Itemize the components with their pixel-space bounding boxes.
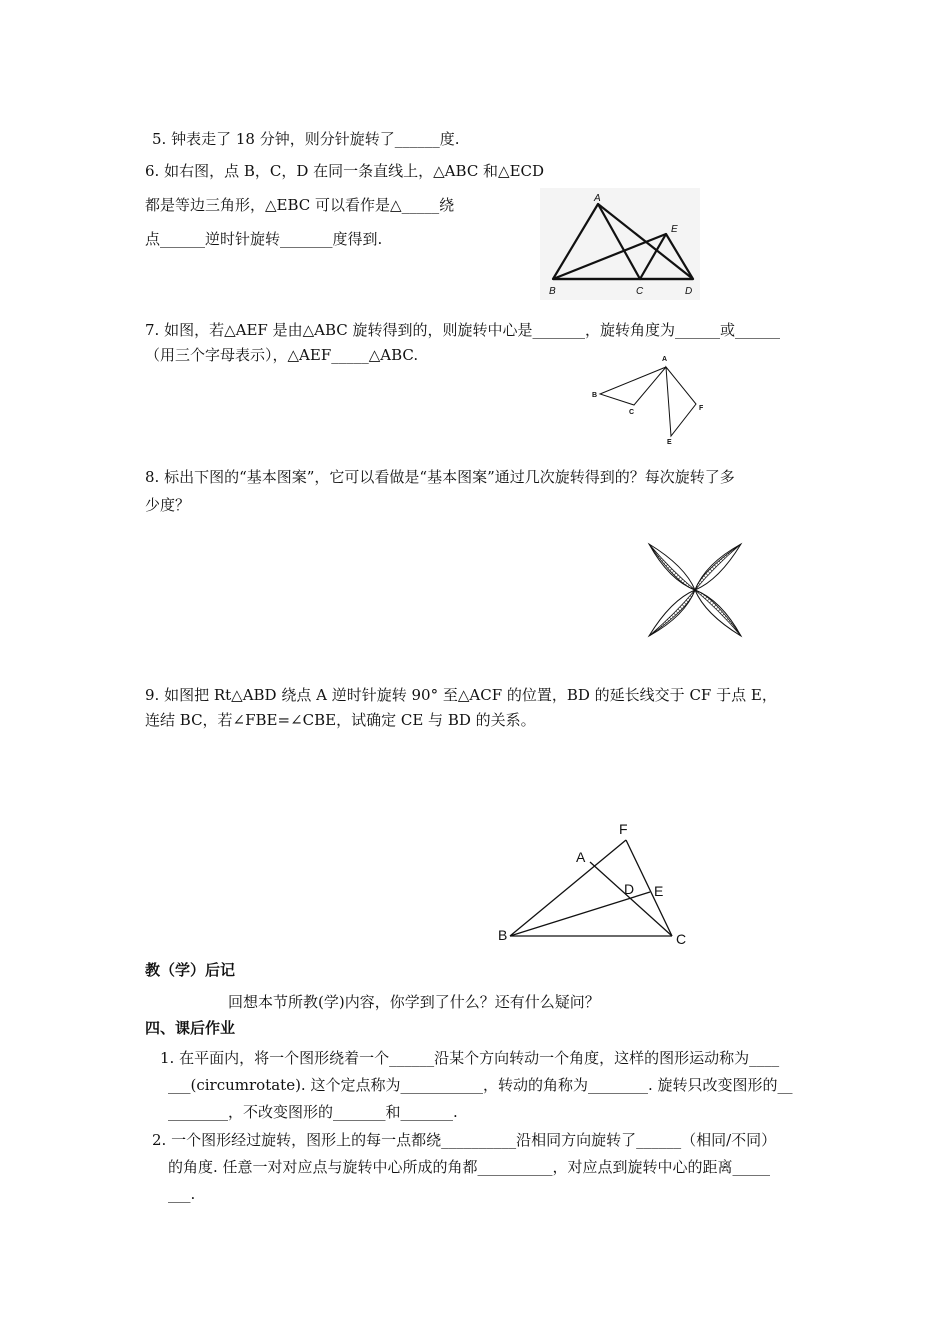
q6-line2: 都是等边三角形，△EBC 可以看作是△_____绕 [145, 196, 455, 214]
q8-figure [645, 540, 745, 640]
q7-figure [588, 352, 708, 447]
q8-line2: 少度？ [145, 496, 191, 514]
q6-line1: 6. 如右图，点 B，C，D 在同一条直线上，△ABC 和△ECD [145, 162, 545, 180]
q7-label-c: C [629, 409, 635, 416]
homework-q1-line1: 1. 在平面内，将一个图形绕着一个______沿某个方向转动一个角度，这样的图形运动称为____ [160, 1049, 780, 1067]
q6-label-d: D [685, 286, 693, 297]
q9-label-b: B [498, 927, 508, 943]
q7-label-b: B [592, 392, 598, 399]
q9-label-f: F [619, 821, 628, 837]
q6-figure [540, 188, 700, 300]
postscript-heading: 教（学）后记 [145, 961, 236, 979]
homework-q2-line2: 的角度. 任意一对对应点与旋转中心所成的角都__________，对应点到旋转中心的距离_____ [168, 1158, 771, 1176]
q8-line1: 8. 标出下图的“基本图案”，它可以看做是“基本图案”通过几次旋转得到的？每次旋转了多 [145, 468, 735, 486]
q9-label-a: A [576, 849, 586, 865]
q7-line1: 7. 如图，若△AEF 是由△ABC 旋转得到的，则旋转中心是_______，旋转角度为______或______ [145, 321, 780, 339]
homework-q1-line3: ________，不改变图形的_______和_______. [168, 1103, 458, 1121]
q7-line2: （用三个字母表示），△AEF_____△ABC. [145, 346, 419, 364]
homework-q2-line1: 2. 一个图形经过旋转，图形上的每一点都绕__________沿相同方向旋转了______（相同/不同） [152, 1131, 777, 1149]
homework-heading: 四、课后作业 [145, 1019, 236, 1037]
q9-line1: 9. 如图把 Rt△ABD 绕点 A 逆时针旋转 90° 至△ACF 的位置，BD 的延长线交于 CF 于点 E， [145, 686, 777, 704]
q7-label-a: A [662, 356, 668, 363]
homework-q1-line2: ___(circumrotate). 这个定点称为___________，转动的角称为________. 旋转只改变图形的__ [168, 1076, 793, 1094]
q6-label-b: B [549, 286, 556, 297]
pinwheel-pattern [649, 544, 741, 636]
q9-figure [490, 818, 700, 953]
q6-label-a: A [594, 193, 601, 204]
q9-line2: 连结 BC，若∠FBE=∠CBE，试确定 CE 与 BD 的关系。 [145, 711, 536, 729]
q7-label-f: F [699, 405, 704, 412]
q5-text: 5. 钟表走了 18 分钟，则分针旋转了______度. [152, 130, 460, 148]
q9-label-d: D [624, 881, 635, 897]
q6-label-e: E [671, 224, 678, 235]
q9-label-c: C [676, 931, 687, 947]
homework-q2-line3: ___. [168, 1185, 196, 1203]
q6-label-c: C [636, 286, 644, 297]
q6-line3: 点______逆时针旋转_______度得到. [145, 230, 383, 248]
postscript-text: 回想本节所教(学)内容，你学到了什么？还有什么疑问？ [228, 993, 600, 1011]
q7-label-e: E [667, 439, 672, 446]
q9-label-e: E [654, 883, 664, 899]
